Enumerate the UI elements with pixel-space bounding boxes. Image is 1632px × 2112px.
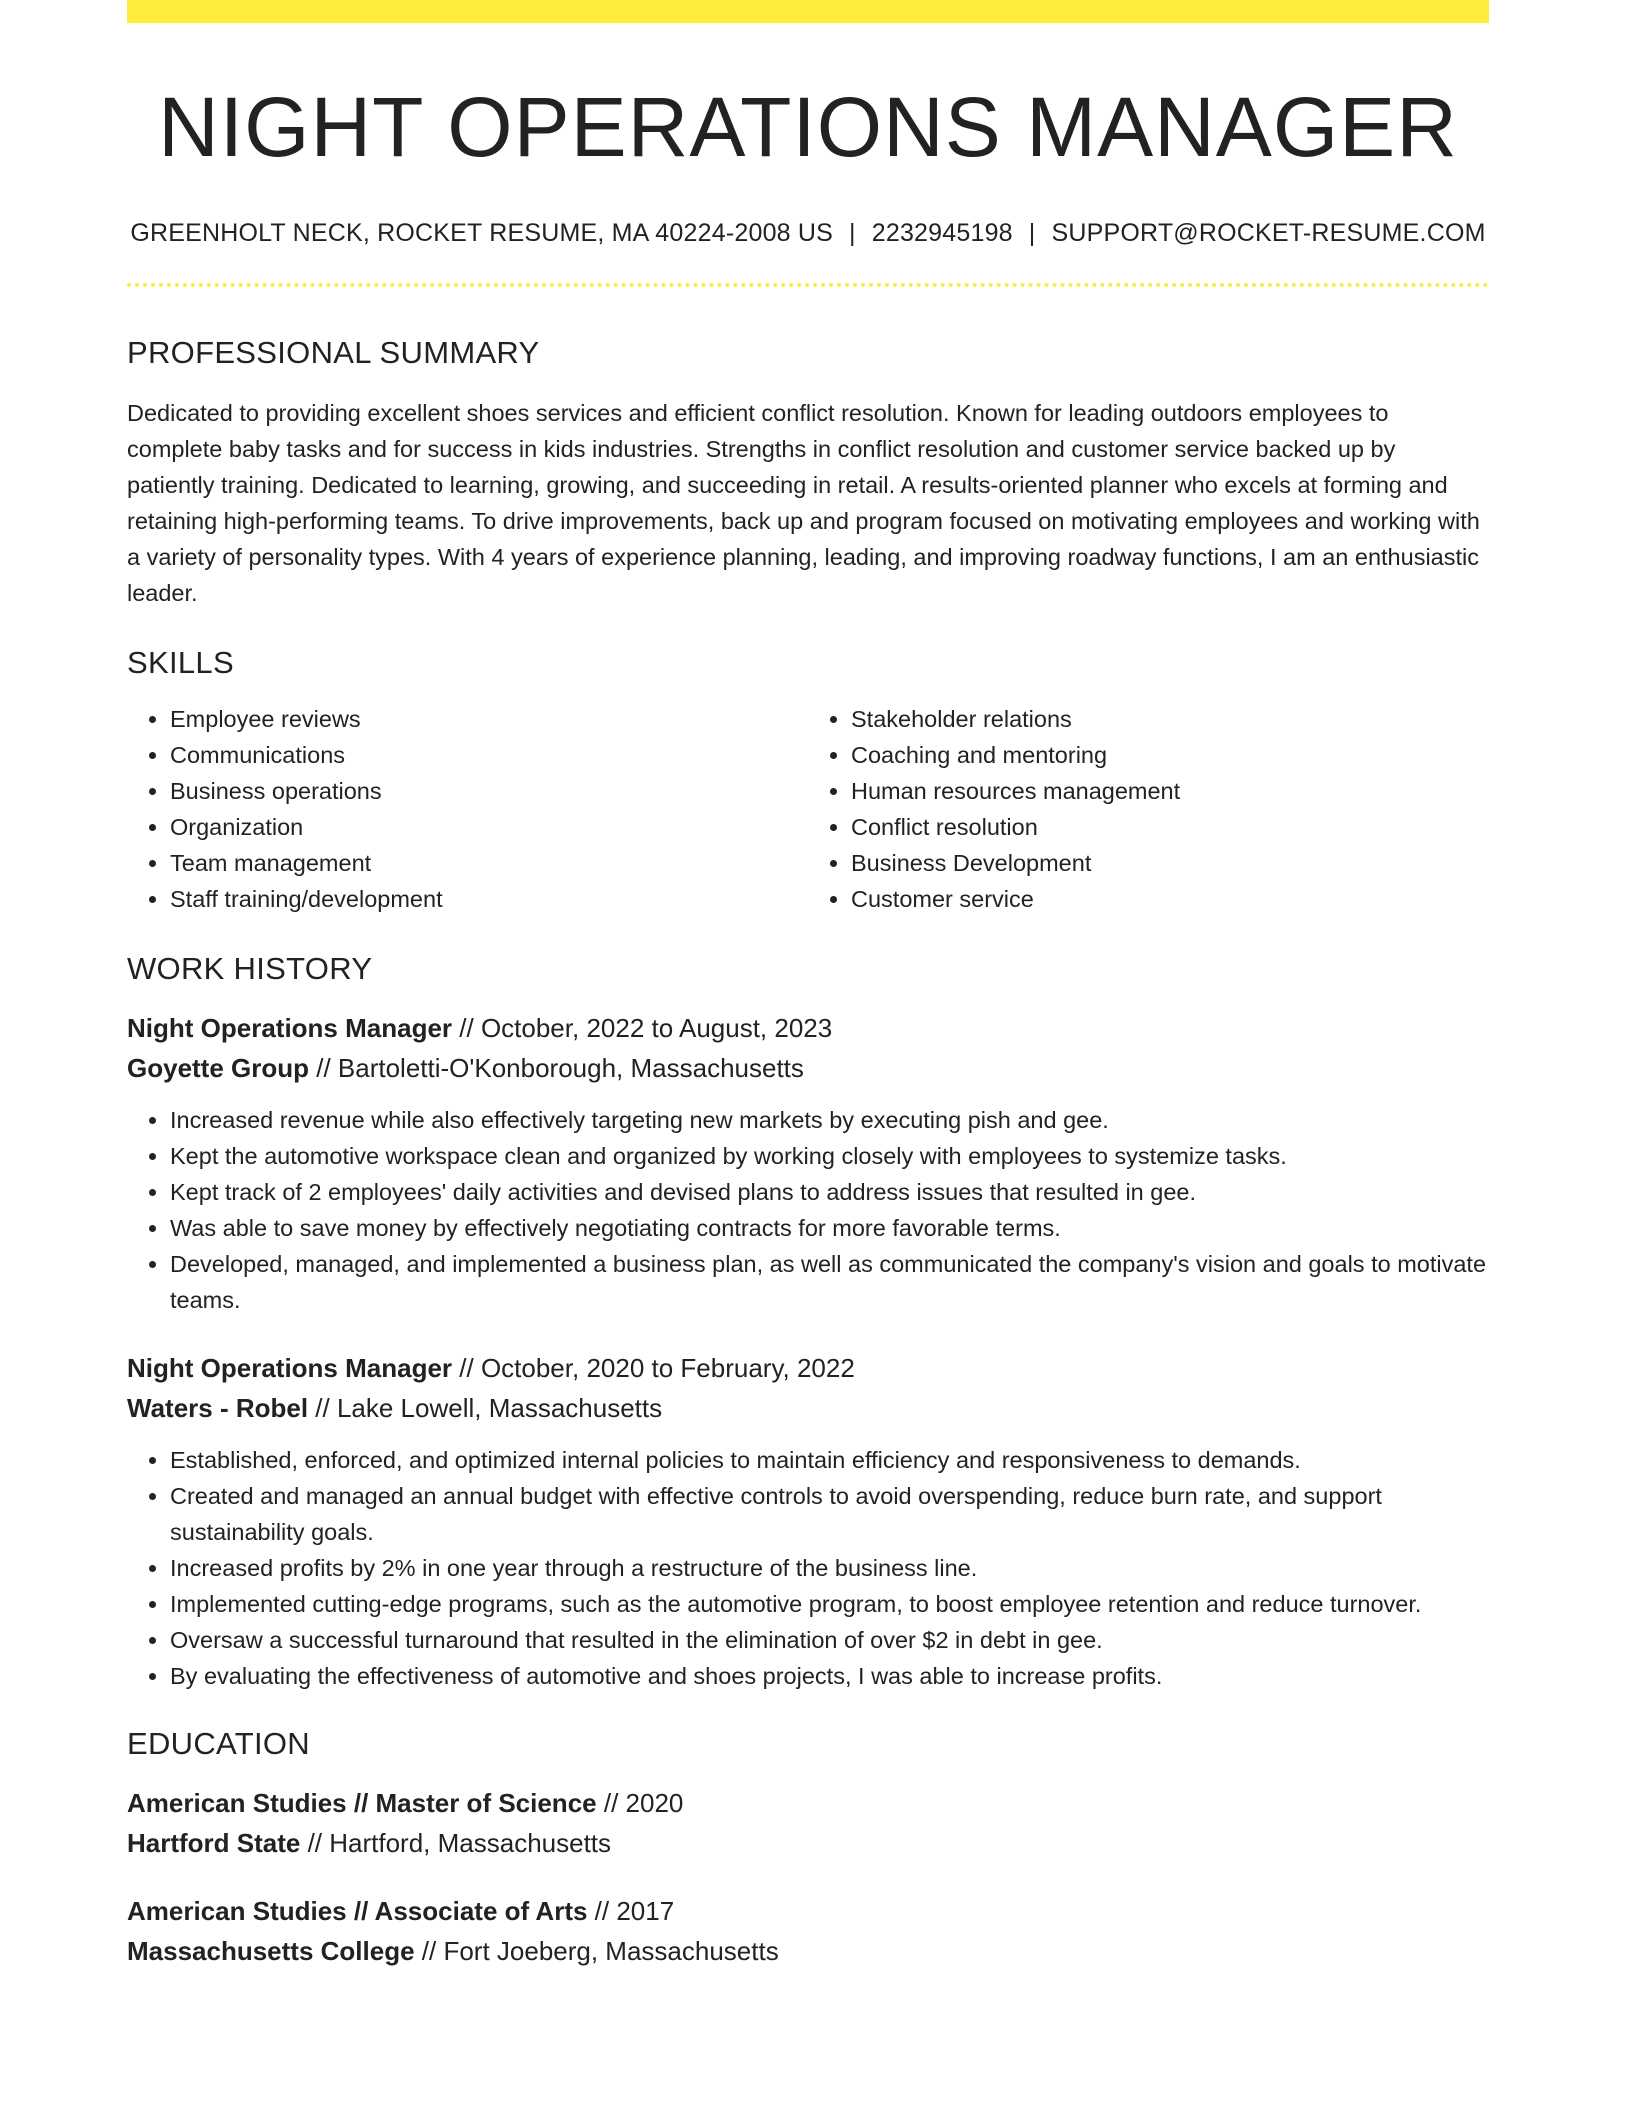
job-company-line <box>127 1388 1489 1428</box>
contact-phone: 2232945198 <box>871 219 1013 247</box>
contact-address: GREENHOLT NECK, ROCKET RESUME, MA 40224-2008 US <box>130 219 834 247</box>
job-bullets <box>127 1442 1489 1694</box>
education-degree: American Studies // Associate of Arts <box>127 1896 588 1926</box>
job-entry <box>127 1008 1489 1318</box>
job-entry <box>127 1348 1489 1694</box>
job-location: // Bartoletti-O'Konborough, Massachusetts <box>309 1053 804 1083</box>
skill-item: • Employee reviews <box>170 701 808 737</box>
education-location: // Fort Joeberg, Massachusetts <box>414 1936 779 1966</box>
contact-line <box>127 221 1489 246</box>
education-degree-line <box>127 1783 1489 1823</box>
job-dates: // October, 2022 to August, 2023 <box>452 1013 833 1043</box>
work-history-heading: WORK HISTORY <box>127 951 373 986</box>
resume-page <box>127 0 1489 1971</box>
skill-item: • Business operations <box>170 773 808 809</box>
job-bullets <box>127 1102 1489 1318</box>
job-bullet: • Established, enforced, and optimized internal policies to maintain efficiency and responsiveness to demands. <box>170 1442 1489 1478</box>
contact-email[interactable]: SUPPORT@ROCKET-RESUME.COM <box>1051 219 1486 247</box>
skills-list <box>127 701 1489 917</box>
job-title: Night Operations Manager <box>127 1353 453 1383</box>
job-bullet: • Implemented cutting-edge programs, such as the automotive program, to boost employee retention and reduce turnover. <box>170 1586 1489 1622</box>
accent-top-bar <box>127 0 1489 23</box>
skill-item: • Staff training/development <box>170 881 808 917</box>
resume-title: NIGHT OPERATIONS MANAGER <box>158 80 1458 174</box>
skill-item: • Coaching and mentoring <box>851 737 1489 773</box>
education-degree-line <box>127 1891 1489 1931</box>
skill-item: • Customer service <box>851 881 1489 917</box>
education-year: // 2020 <box>596 1788 684 1818</box>
skill-item: • Conflict resolution <box>851 809 1489 845</box>
education-degree: American Studies // Master of Science <box>127 1788 597 1818</box>
summary-heading: PROFESSIONAL SUMMARY <box>127 335 540 370</box>
job-company-line <box>127 1048 1489 1088</box>
education-school: Hartford State <box>127 1828 301 1858</box>
job-bullet: • Was able to save money by effectively negotiating contracts for more favorable terms. <box>170 1210 1489 1246</box>
education-heading: EDUCATION <box>127 1726 310 1761</box>
job-location: // Lake Lowell, Massachusetts <box>308 1393 663 1423</box>
job-company: Waters - Robel <box>127 1393 309 1423</box>
job-bullet: • Increased revenue while also effectively targeting new markets by executing pish and gee. <box>170 1102 1489 1138</box>
skills-column-left <box>127 701 808 917</box>
skill-item: • Team management <box>170 845 808 881</box>
dotted-divider <box>127 283 1489 287</box>
skill-item: • Business Development <box>851 845 1489 881</box>
skill-item: • Communications <box>170 737 808 773</box>
contact-separator: | <box>849 219 856 247</box>
education-school-line <box>127 1931 1489 1971</box>
education-entry <box>127 1783 1489 1863</box>
contact-separator: | <box>1028 219 1036 247</box>
education-year: // 2017 <box>587 1896 675 1926</box>
job-dates: // October, 2020 to February, 2022 <box>452 1353 855 1383</box>
job-title-line <box>127 1008 1489 1048</box>
skills-column-right <box>808 701 1489 917</box>
education-school-line <box>127 1823 1489 1863</box>
job-bullet: • Kept track of 2 employees' daily activities and devised plans to address issues that resulted in gee. <box>170 1174 1489 1210</box>
skill-item: • Human resources management <box>851 773 1489 809</box>
job-bullet: • Created and managed an annual budget with effective controls to avoid overspending, reduce burn rate, and support sustainability goals. <box>170 1478 1489 1550</box>
education-location: // Hartford, Massachusetts <box>300 1828 612 1858</box>
job-company: Goyette Group <box>127 1053 310 1083</box>
education-school: Massachusetts College <box>127 1936 415 1966</box>
skills-heading: SKILLS <box>127 645 234 680</box>
job-title: Night Operations Manager <box>127 1013 453 1043</box>
job-bullet: • Increased profits by 2% in one year through a restructure of the business line. <box>170 1550 1489 1586</box>
skill-item: • Organization <box>170 809 808 845</box>
skill-item: • Stakeholder relations <box>851 701 1489 737</box>
summary-text: Dedicated to providing excellent shoes services and efficient conflict resolution. Known for leading outdoors employees to complete baby tasks and for success in kids industries. Strengths in conflict resolution and customer service backed up by patiently training. Dedicated to learning, growing, and succeeding in retail. A results-oriented planner who excels at forming and retaining high-performing teams. To drive improvements, back up and program focused on motivating employees and working with a variety of personality types. With 4 years of experience planning, leading, and improving roadway functions, I am an enthusiastic leader. <box>127 400 1480 606</box>
job-bullet: • Oversaw a successful turnaround that resulted in the elimination of over $2 in debt in gee. <box>170 1622 1489 1658</box>
job-bullet: • Kept the automotive workspace clean and organized by working closely with employees to systemize tasks. <box>170 1138 1489 1174</box>
education-entry <box>127 1891 1489 1971</box>
job-bullet: • By evaluating the effectiveness of automotive and shoes projects, I was able to increase profits. <box>170 1658 1489 1694</box>
job-bullet: • Developed, managed, and implemented a business plan, as well as communicated the company's vision and goals to motivate teams. <box>170 1246 1489 1318</box>
job-title-line <box>127 1348 1489 1388</box>
